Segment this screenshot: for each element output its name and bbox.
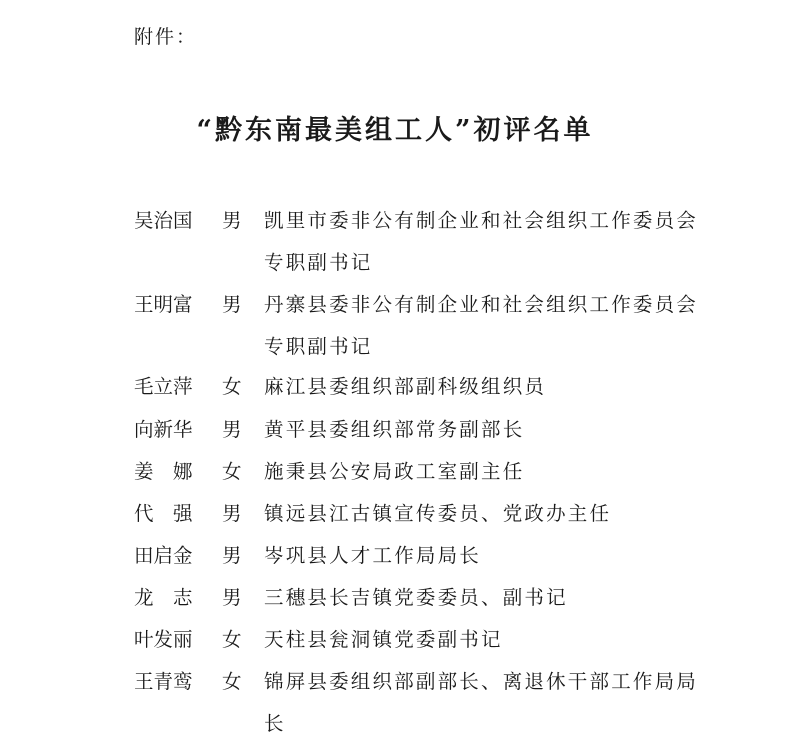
entry-name: 吴治国 bbox=[134, 209, 193, 232]
entry-position: 丹寨县委非公有制企业和社会组织工作委员会专职副书记 bbox=[264, 293, 699, 358]
entry-name: 叶发丽 bbox=[134, 628, 193, 651]
entry-gender: 男 bbox=[222, 209, 242, 232]
document-title: “黔东南最美组工人”初评名单 bbox=[196, 115, 594, 146]
entry-gender: 男 bbox=[222, 586, 242, 609]
entry-name: 龙 志 bbox=[134, 586, 193, 609]
entry-position: 天柱县瓮洞镇党委副书记 bbox=[264, 628, 503, 651]
entry-position: 三穗县长吉镇党委委员、副书记 bbox=[264, 586, 568, 609]
entry-gender: 女 bbox=[222, 375, 242, 398]
entry-name: 向新华 bbox=[134, 418, 193, 441]
entry-gender: 女 bbox=[222, 628, 242, 651]
entry-position: 施秉县公安局政工室副主任 bbox=[264, 460, 525, 483]
entry-position: 麻江县委组织部副科级组织员 bbox=[264, 375, 547, 398]
entry-name: 代 强 bbox=[134, 502, 193, 525]
entry-position: 岑巩县人才工作局局长 bbox=[264, 544, 482, 567]
entry-gender: 男 bbox=[222, 418, 242, 441]
entry-gender: 男 bbox=[222, 544, 242, 567]
entry-name: 王青鸾 bbox=[134, 670, 193, 693]
entry-gender: 女 bbox=[222, 670, 242, 693]
entry-position: 镇远县江古镇宣传委员、党政办主任 bbox=[264, 502, 612, 525]
entry-name: 田启金 bbox=[134, 544, 193, 567]
entry-position: 凯里市委非公有制企业和社会组织工作委员会专职副书记 bbox=[264, 209, 699, 274]
entry-gender: 男 bbox=[222, 502, 242, 525]
attachment-label: 附件： bbox=[134, 26, 198, 48]
entry-position: 黄平县委组织部常务副部长 bbox=[264, 418, 525, 441]
entry-gender: 男 bbox=[222, 293, 242, 316]
entry-name: 姜 娜 bbox=[134, 460, 193, 483]
entry-name: 王明富 bbox=[134, 293, 193, 316]
entry-name: 毛立萍 bbox=[134, 375, 193, 398]
entry-position: 锦屏县委组织部副部长、离退休干部工作局局长 bbox=[264, 670, 699, 735]
entry-gender: 女 bbox=[222, 460, 242, 483]
